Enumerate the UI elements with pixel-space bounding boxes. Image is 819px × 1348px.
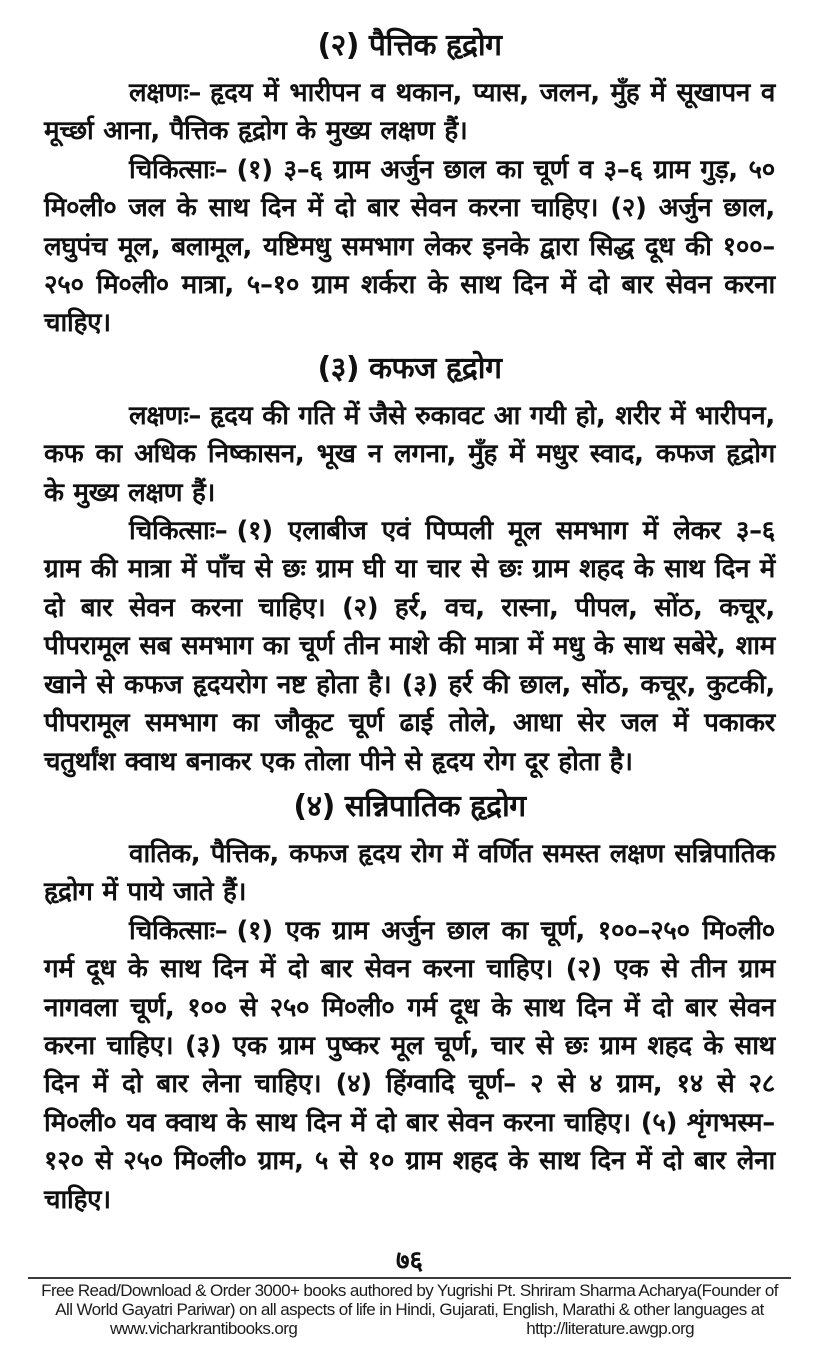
paragraph-text: (१) एक ग्राम अर्जुन छाल का चूर्ण, १००–२५० मि०ली० गर्म दूध के साथ दिन में दो बार सेवन करना चाहिए। (२) एक से तीन ग्राम नागवला चूर्ण, १०० से २५० मि०ली० गर्म दूध के साथ दिन में दो बार सेवन करना चाहिए। (३) एक ग्राम पुष्कर मूल चूर्ण, चार से छः ग्राम शहद के साथ दिन में दो बार लेना चाहिए। (४) हिंग्वादि चूर्ण– २ से ४ ग्राम, १४ से २८ मि०ली० यव क्वाथ के साथ दिन में दो बार सेवन करना चाहिए। (५) शृंगभस्म– १२० से २५० मि०ली० ग्राम, ५ से १० ग्राम शहद के साथ दिन में दो बार लेना चाहिए।	[44, 915, 775, 1215]
section-heading: (२) पैत्तिक हृद्रोग	[317, 28, 502, 63]
footer-url-vicharkrantibooks: www.vicharkrantibooks.org	[110, 1319, 298, 1338]
section-sannipatik-hridrog	[44, 785, 775, 1219]
section-heading: (४) सन्निपातिक हृद्रोग	[293, 788, 526, 824]
paragraph-lead: चिकित्साः–	[129, 154, 228, 185]
footer-urls	[0, 1319, 819, 1338]
lakshan-paragraph	[44, 397, 775, 512]
section-heading: (३) कफज हृद्रोग	[317, 350, 502, 386]
footer-url-literature-awgp: http://literature.awgp.org	[526, 1319, 694, 1338]
paragraph-lead: चिकित्साः–	[129, 516, 228, 547]
paragraph-text: वातिक, पैत्तिक, कफज हृदय रोग में वर्णित समस्त लक्षण सन्निपातिक हृद्रोग में पाये जाते हैं।	[44, 838, 775, 908]
paragraph-lead: लक्षणः–	[129, 78, 202, 108]
footer-text-line1: Free Read/Download & Order 3000+ books authored by Yugrishi Pt. Shriram Sharma Acharya(Founder of	[41, 1281, 778, 1300]
paragraph-text: (१) एलाबीज एवं पिप्पली मूल समभाग में लेकर ३–६ ग्राम की मात्रा में पाँच से छः ग्राम घी या चार से छः ग्राम शहद के साथ दिन में दो बार सेवन करना चाहिए। (२) हर्र, वच, रास्ना, पीपल, सोंठ, कचूर, पीपरामूल सब समभाग का चूर्ण तीन माशे की मात्रा में मधु के साथ सबेरे, शाम खाने से कफज हृदयरोग नष्ट होता है। (३) हर्र की छाल, सोंठ, कचूर, कुटकी, पीपरामूल समभाग का जौकूट चूर्ण ढाई तोले, आधा सेर जल में पकाकर चतुर्थांश क्वाथ बनाकर एक तोला पीने से हृदय रोग दूर होता है।	[44, 516, 775, 777]
footer	[0, 1277, 819, 1338]
chikitsa-paragraph	[44, 912, 775, 1219]
paragraph-text: हृदय में भारीपन व थकान, प्यास, जलन, मुँह में सूखापन व मूर्च्छा आना, पैत्तिक हृद्रोग के मुख्य लक्षण हैं।	[44, 78, 775, 147]
paragraph-text: (१) ३–६ ग्राम अर्जुन छाल का चूर्ण व ३–६ ग्राम गुड़, ५० मि०ली० जल के साथ दिन में दो बार सेवन करना चाहिए। (२) अर्जुन छाल, लघुपंच मूल, बलामूल, यष्टिमधु समभाग लेकर इनके द्वारा सिद्ध दूध की १००–२५० मि०ली० मात्रा, ५–१० ग्राम शर्करा के साथ दिन में दो बार सेवन करना चाहिए।	[44, 154, 775, 339]
footer-text-line2: All World Gayatri Pariwar) on all aspects of life in Hindi, Gujarati, English, Marathi & other languages at	[55, 1300, 764, 1319]
paragraph-lead: लक्षणः–	[129, 400, 202, 431]
section-kaphaj-hridrog	[44, 347, 775, 781]
page-number: ७६	[395, 1245, 424, 1276]
section-paittik-hridrog	[44, 24, 775, 343]
paragraph-lead: चिकित्साः–	[129, 915, 228, 946]
lakshan-paragraph	[44, 835, 775, 912]
paragraph-text: हृदय की गति में जैसे रुकावट आ गयी हो, शरीर में भारीपन, कफ का अधिक निष्कासन, भूख न लगना, मुँह में मधुर स्वाद, कफज हृद्रोग के मुख्य लक्षण हैं।	[44, 400, 775, 508]
chikitsa-paragraph	[44, 512, 775, 781]
footer-divider	[28, 1277, 791, 1279]
lakshan-paragraph	[44, 74, 775, 151]
chikitsa-paragraph	[44, 151, 775, 343]
